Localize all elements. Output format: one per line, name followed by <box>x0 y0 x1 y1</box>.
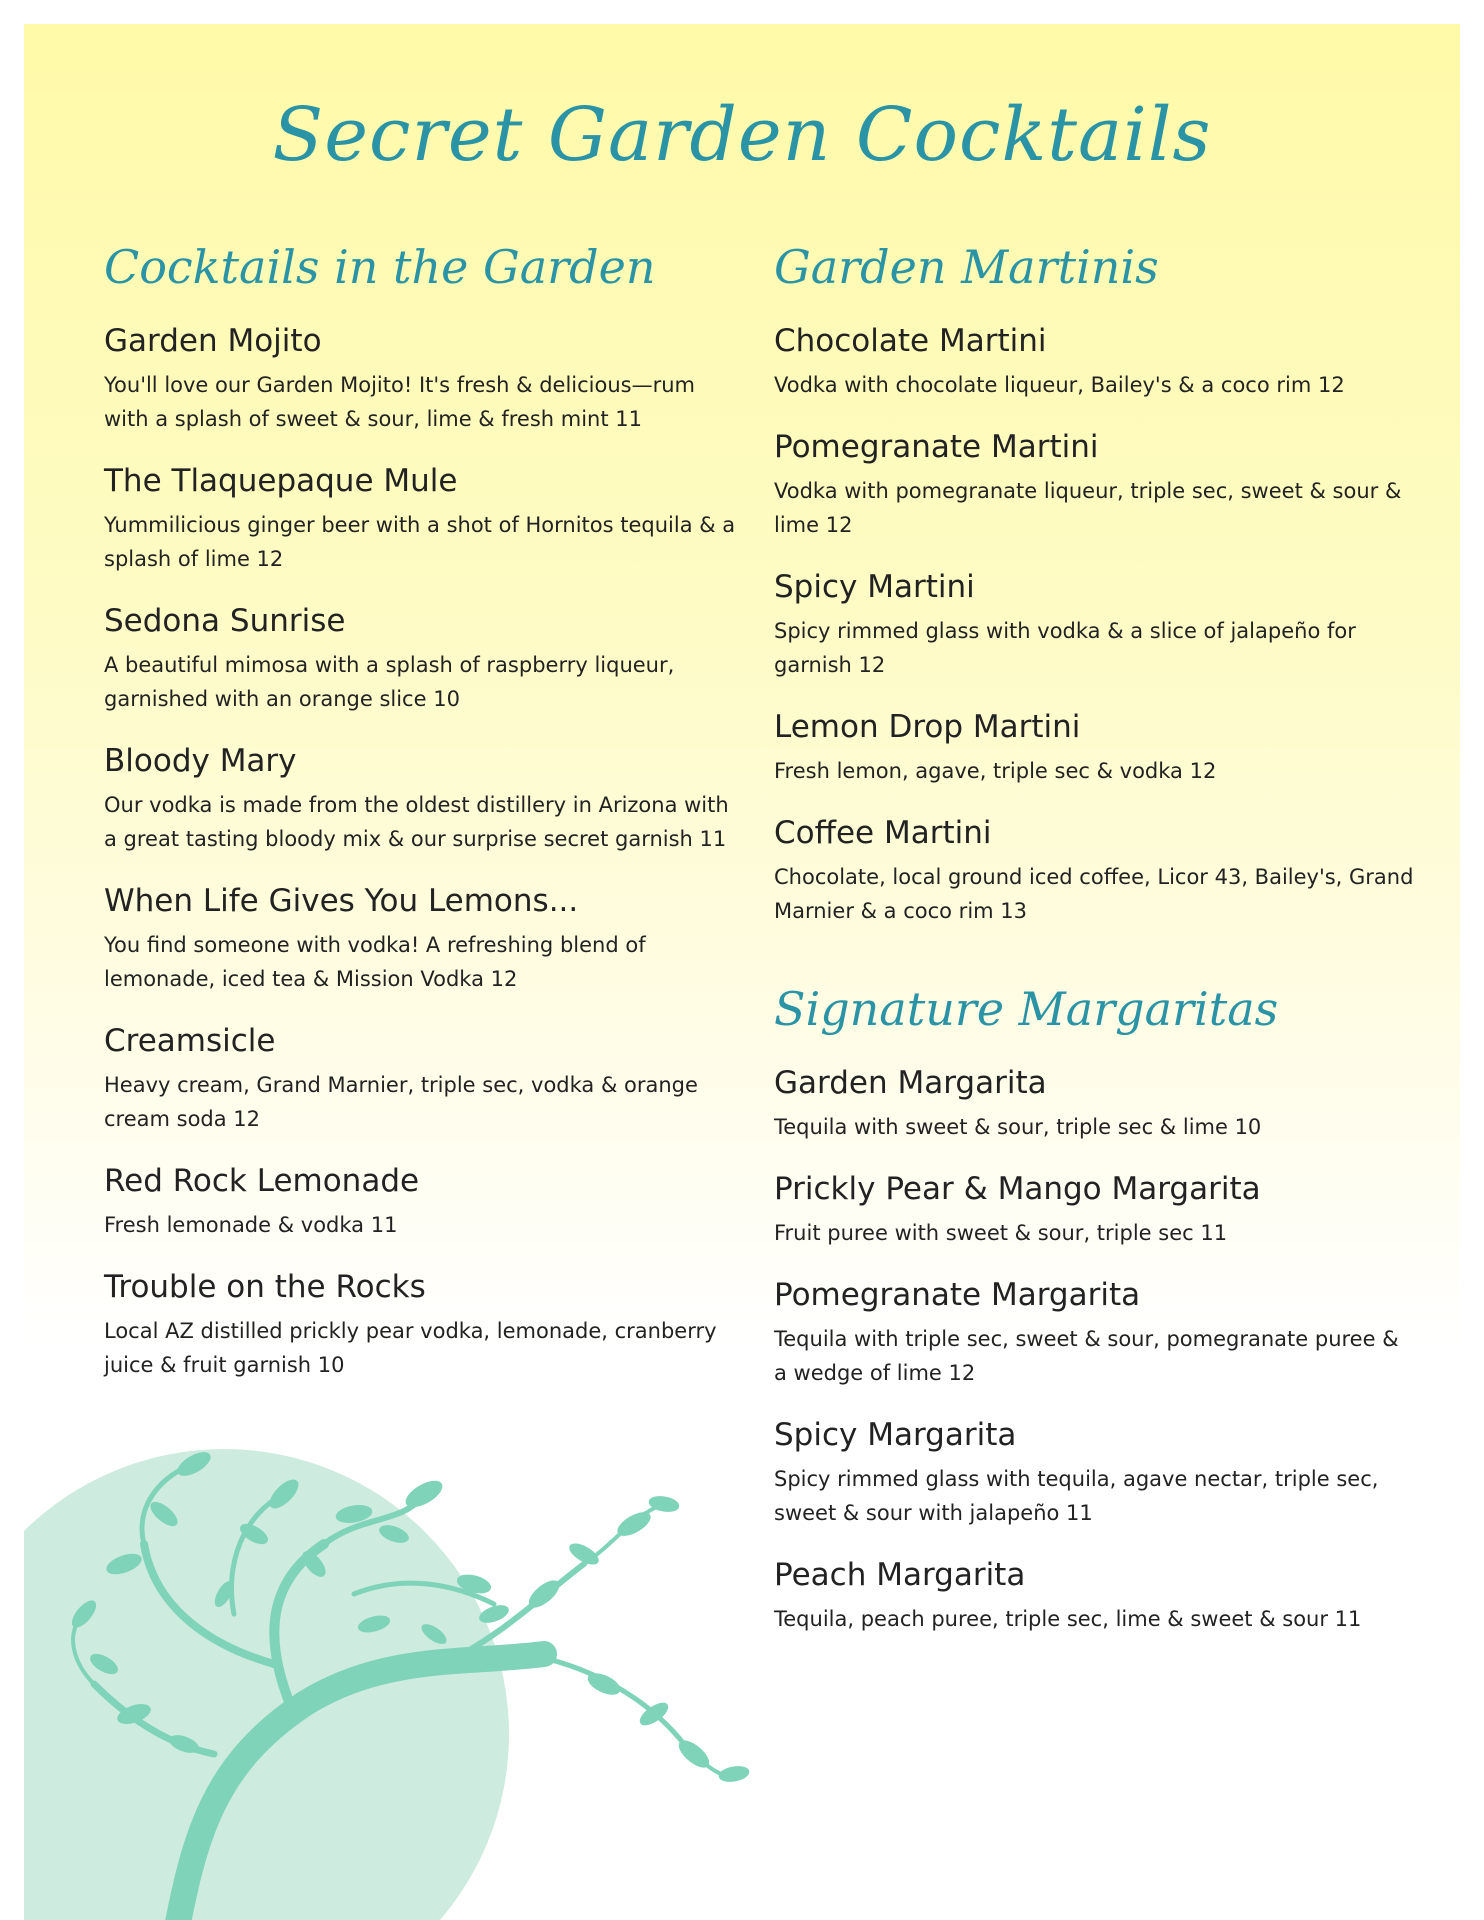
item-description: Vodka with pomegranate liqueur, triple sec, sweet & sour & lime 12 <box>774 479 1402 537</box>
item-name: Garden Mojito <box>104 323 322 359</box>
item-description: Chocolate, local ground iced coffee, Licor 43, Bailey's, Grand Marnier & a coco rim 13 <box>774 865 1414 923</box>
left-column <box>104 238 744 1434</box>
right-column <box>774 238 1414 1688</box>
section-cocktails <box>104 238 744 1382</box>
section-margaritas <box>774 980 1414 1636</box>
menu-item <box>774 1062 1414 1144</box>
section-heading-margaritas: Signature Margaritas <box>774 982 1279 1036</box>
item-description: Tequila with sweet & sour, triple sec & lime 10 <box>774 1115 1262 1139</box>
menu-item <box>774 706 1414 788</box>
menu-item <box>774 320 1414 402</box>
item-description: Fresh lemonade & vodka 11 <box>104 1213 398 1237</box>
menu-item <box>774 566 1414 682</box>
item-name: Pomegranate Martini <box>774 429 1099 465</box>
item-name: Chocolate Martini <box>774 323 1047 359</box>
menu-item <box>774 1274 1414 1390</box>
item-name: Spicy Margarita <box>774 1417 1017 1453</box>
item-name: Red Rock Lemonade <box>104 1163 420 1199</box>
item-description: Heavy cream, Grand Marnier, triple sec, vodka & orange cream soda 12 <box>104 1073 698 1131</box>
item-description: Local AZ distilled prickly pear vodka, lemonade, cranberry juice & fruit garnish 10 <box>104 1319 717 1377</box>
menu-item <box>104 1160 744 1242</box>
item-description: Tequila, peach puree, triple sec, lime & sweet & sour 11 <box>774 1607 1362 1631</box>
menu-item <box>774 1168 1414 1250</box>
menu-title: Secret Garden Cocktails <box>272 92 1212 178</box>
item-description: Our vodka is made from the oldest distillery in Arizona with a great tasting bloody mix & our surprise secret garnish 11 <box>104 793 729 851</box>
item-description: You find someone with vodka! A refreshing blend of lemonade, iced tea & Mission Vodka 12 <box>104 933 646 991</box>
item-description: Fruit puree with sweet & sour, triple sec 11 <box>774 1221 1228 1245</box>
item-name: Spicy Martini <box>774 569 975 605</box>
tree-illustration <box>24 1364 784 1920</box>
item-description: Fresh lemon, agave, triple sec & vodka 12 <box>774 759 1217 783</box>
menu-item <box>104 740 744 856</box>
item-description: Yummilicious ginger beer with a shot of Hornitos tequila & a splash of lime 12 <box>104 513 736 571</box>
item-name: Garden Margarita <box>774 1065 1047 1101</box>
menu-item <box>104 600 744 716</box>
item-name: When Life Gives You Lemons... <box>104 883 579 919</box>
section-heading-martinis: Garden Martinis <box>774 240 1159 294</box>
menu-item <box>774 812 1414 928</box>
section-heading-cocktails: Cocktails in the Garden <box>104 240 656 294</box>
menu-item <box>774 426 1414 542</box>
item-name: Creamsicle <box>104 1023 276 1059</box>
item-name: Coffee Martini <box>774 815 992 851</box>
item-name: Sedona Sunrise <box>104 603 346 639</box>
item-name: Lemon Drop Martini <box>774 709 1081 745</box>
item-description: A beautiful mimosa with a splash of raspberry liqueur, garnished with an orange slice 10 <box>104 653 675 711</box>
item-name: The Tlaquepaque Mule <box>104 463 458 499</box>
item-description: Spicy rimmed glass with tequila, agave nectar, triple sec, sweet & sour with jalapeño 11 <box>774 1467 1379 1525</box>
item-name: Bloody Mary <box>104 743 297 779</box>
menu-item <box>104 320 744 436</box>
section-martinis <box>774 238 1414 928</box>
menu-item <box>774 1414 1414 1530</box>
menu-item <box>104 460 744 576</box>
item-name: Trouble on the Rocks <box>104 1269 426 1305</box>
menu-item <box>104 1020 744 1136</box>
item-name: Pomegranate Margarita <box>774 1277 1141 1313</box>
menu-item <box>104 1266 744 1382</box>
item-name: Peach Margarita <box>774 1557 1026 1593</box>
menu-item <box>774 1554 1414 1636</box>
menu-item <box>104 880 744 996</box>
item-description: Spicy rimmed glass with vodka & a slice of jalapeño for garnish 12 <box>774 619 1356 677</box>
item-name: Prickly Pear & Mango Margarita <box>774 1171 1261 1207</box>
item-description: Tequila with triple sec, sweet & sour, pomegranate puree & a wedge of lime 12 <box>774 1327 1399 1385</box>
item-description: Vodka with chocolate liqueur, Bailey's & a coco rim 12 <box>774 373 1345 397</box>
item-description: You'll love our Garden Mojito! It's fresh & delicious—rum with a splash of sweet & sour, lime & fresh mint 11 <box>104 373 696 431</box>
